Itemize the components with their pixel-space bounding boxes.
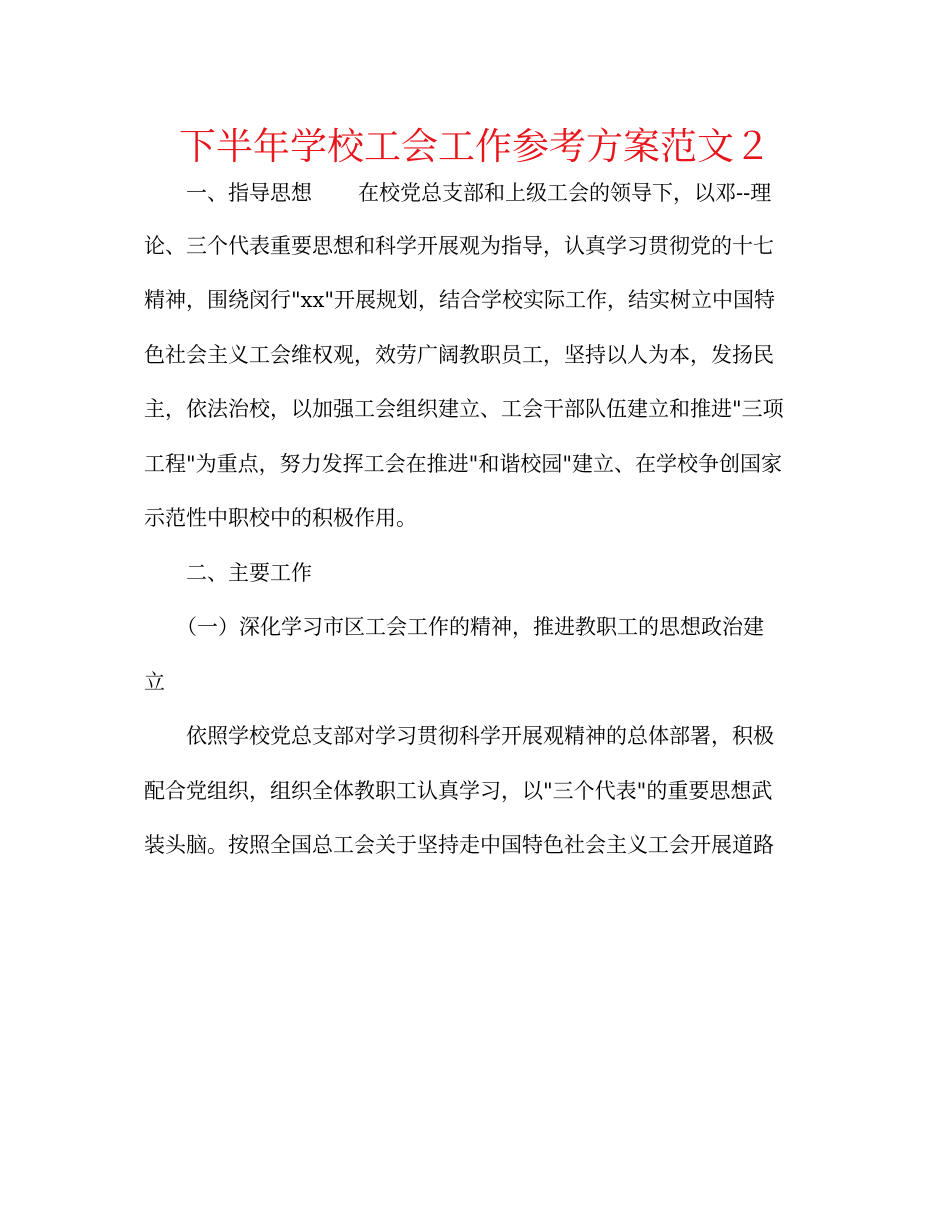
paragraph-line: 精神，围绕闵行"xx"开展规划，结合学校实际工作，结实树立中国特: [144, 288, 776, 312]
subsection-heading: （一）深化学习市区工会工作的精神，推进教职工的思想政治建: [176, 615, 764, 639]
paragraph-line: 依照学校党总支部对学习贯彻科学开展观精神的总体部署，积极: [186, 724, 774, 748]
paragraph-line: 工程"为重点，努力发挥工会在推进"和谐校园"建立、在学校争创国家: [144, 452, 782, 476]
paragraph-line: 装头脑。按照全国总工会关于坚持走中国特色社会主义工会开展道路: [144, 833, 774, 857]
section-heading: 一、指导思想: [186, 181, 312, 205]
paragraph-line: 色社会主义工会维权观，效劳广阔教职员工，坚持以人为本，发扬民: [144, 343, 774, 367]
paragraph-line: 示范性中职校中的积极作用。: [144, 506, 417, 530]
document-title: 下半年学校工会工作参考方案范文２: [179, 125, 771, 168]
paragraph-text: 在校党总支部和上级工会的领导下，以邓--理: [358, 181, 772, 205]
paragraph-line: 配合党组织，组织全体教职工认真学习，以"三个代表"的重要思想武: [144, 779, 773, 803]
paragraph-line: [186, 178, 771, 208]
subsection-heading: 立: [144, 670, 165, 694]
paragraph-line: 论、三个代表重要思想和科学开展观为指导，认真学习贯彻党的十七: [144, 234, 774, 258]
section-heading: 二、主要工作: [186, 561, 312, 585]
paragraph-line: 主，依法治校，以加强工会组织建立、工会干部队伍建立和推进"三项: [144, 397, 784, 421]
